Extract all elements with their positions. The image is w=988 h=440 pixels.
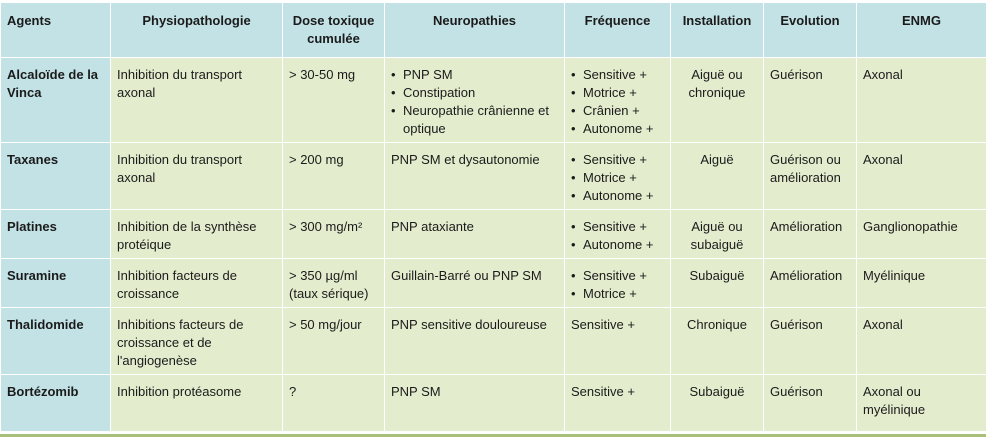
- header-evolution: Evolution: [764, 3, 857, 58]
- dose-cell: > 300 mg/m²: [283, 210, 385, 259]
- agent-cell: Alcaloïde de la Vinca: [1, 58, 111, 143]
- dose-cell: > 30-50 mg: [283, 58, 385, 143]
- neuropathies-cell: PNP ataxiante: [385, 210, 565, 259]
- table-row: [1, 210, 987, 259]
- table-row: [1, 143, 987, 210]
- list-item: • Motrice +: [571, 84, 664, 102]
- installation-cell: Subaiguë: [671, 259, 764, 308]
- neuropathies-cell: PNP SM: [385, 375, 565, 432]
- dose-cell: > 50 mg/jour: [283, 308, 385, 375]
- enmg-cell: Axonal: [857, 58, 987, 143]
- agent-cell: Bortézomib: [1, 375, 111, 432]
- frequence-cell: [565, 210, 671, 259]
- header-physiopathologie: Physiopathologie: [111, 3, 283, 58]
- frequence-cell: Sensitive +: [565, 375, 671, 432]
- installation-cell: Chronique: [671, 308, 764, 375]
- list-item: • Crânien +: [571, 102, 664, 120]
- list-item: • Autonome +: [571, 120, 664, 138]
- dose-cell: ?: [283, 375, 385, 432]
- agent-cell: Platines: [1, 210, 111, 259]
- neuropathies-cell: Guillain-Barré ou PNP SM: [385, 259, 565, 308]
- enmg-cell: Axonal: [857, 143, 987, 210]
- evolution-cell: Guérison ou amélioration: [764, 143, 857, 210]
- list-item: • Sensitive +: [571, 66, 664, 84]
- toxic-neuropathy-table: [0, 2, 987, 432]
- list-item: • Motrice +: [571, 285, 664, 303]
- list-item: • Constipation: [391, 84, 558, 102]
- physio-cell: Inhibition du transport axonal: [111, 58, 283, 143]
- table-bottom-rule: [0, 434, 986, 437]
- header-enmg: ENMG: [857, 3, 987, 58]
- list-item: • Autonome +: [571, 236, 664, 254]
- enmg-cell: Axonal ou myélinique: [857, 375, 987, 432]
- evolution-cell: Guérison: [764, 308, 857, 375]
- installation-cell: Aiguë ou subaiguë: [671, 210, 764, 259]
- table-row: [1, 58, 987, 143]
- frequence-cell: Sensitive +: [565, 308, 671, 375]
- evolution-cell: Amélioration: [764, 210, 857, 259]
- header-dose: Dose toxique cumulée: [283, 3, 385, 58]
- dose-cell: > 200 mg: [283, 143, 385, 210]
- enmg-cell: Axonal: [857, 308, 987, 375]
- list-item: • Sensitive +: [571, 218, 664, 236]
- dose-cell: > 350 µg/ml (taux sérique): [283, 259, 385, 308]
- installation-cell: Subaiguë: [671, 375, 764, 432]
- frequence-cell: [565, 143, 671, 210]
- enmg-cell: Ganglionopathie: [857, 210, 987, 259]
- physio-cell: Inhibition facteurs de croissance: [111, 259, 283, 308]
- evolution-cell: Guérison: [764, 58, 857, 143]
- evolution-cell: Amélioration: [764, 259, 857, 308]
- neuropathies-cell: [385, 58, 565, 143]
- evolution-cell: Guérison: [764, 375, 857, 432]
- list-item: • Sensitive +: [571, 151, 664, 169]
- list-item: • Neuropathie crânienne et optique: [391, 102, 558, 138]
- list-item: • Motrice +: [571, 169, 664, 187]
- enmg-cell: Myélinique: [857, 259, 987, 308]
- frequence-cell: [565, 58, 671, 143]
- agent-cell: Thalidomide: [1, 308, 111, 375]
- installation-cell: Aiguë ou chronique: [671, 58, 764, 143]
- list-item: • Autonome +: [571, 187, 664, 205]
- list-item: • Sensitive +: [571, 267, 664, 285]
- agent-cell: Taxanes: [1, 143, 111, 210]
- list-item: • PNP SM: [391, 66, 558, 84]
- header-frequence: Fréquence: [565, 3, 671, 58]
- physio-cell: Inhibition de la synthèse protéique: [111, 210, 283, 259]
- agent-cell: Suramine: [1, 259, 111, 308]
- neuropathies-cell: PNP SM et dysautonomie: [385, 143, 565, 210]
- physio-cell: Inhibition protéasome: [111, 375, 283, 432]
- header-row: [1, 3, 987, 58]
- installation-cell: Aiguë: [671, 143, 764, 210]
- header-agents: Agents: [1, 3, 111, 58]
- frequence-cell: [565, 259, 671, 308]
- table-row: [1, 259, 987, 308]
- physio-cell: Inhibitions facteurs de croissance et de l'angiogenèse: [111, 308, 283, 375]
- table-row: [1, 375, 987, 432]
- header-neuropathies: Neuropathies: [385, 3, 565, 58]
- header-installation: Installation: [671, 3, 764, 58]
- physio-cell: Inhibition du transport axonal: [111, 143, 283, 210]
- table-row: [1, 308, 987, 375]
- neuropathies-cell: PNP sensitive douloureuse: [385, 308, 565, 375]
